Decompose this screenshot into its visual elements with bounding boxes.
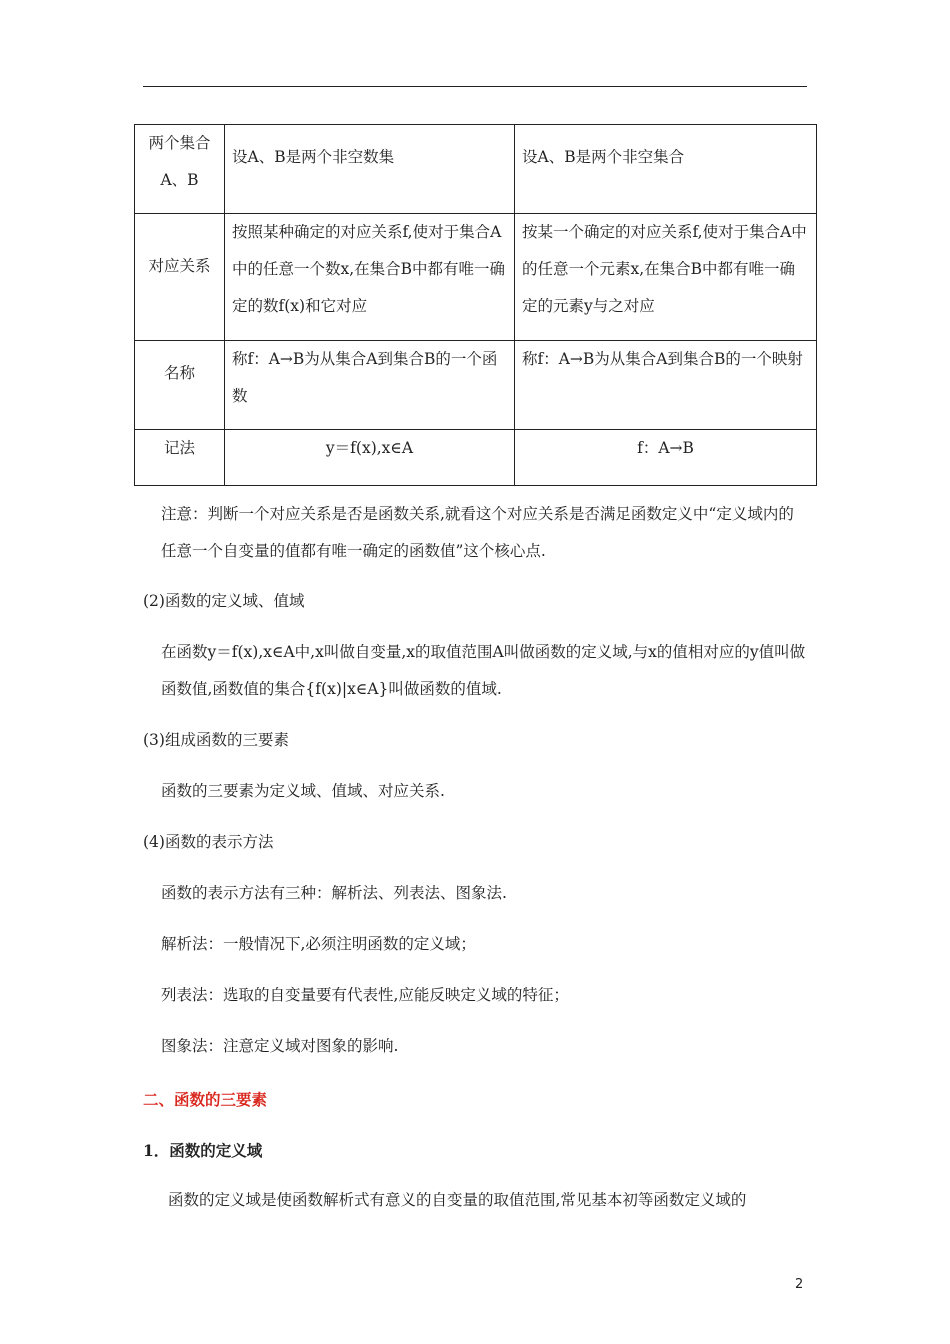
table-row <box>135 341 817 430</box>
table-cell: 设A、B是两个非空数集 <box>225 125 515 214</box>
subsection-heading: 1．函数的定义域 <box>143 1141 263 1160</box>
page-number: 2 <box>795 1277 804 1292</box>
row-label: 对应关系 <box>135 214 225 341</box>
table-cell: 按某一个确定的对应关系f,使对于集合A中的任意一个元素x,在集合B中都有唯一确定的元素y与之对应 <box>515 214 817 341</box>
table-cell: 称f：A→B为从集合A到集合B的一个函数 <box>225 341 515 430</box>
paragraph-graph: 图象法：注意定义域对图象的影响. <box>161 1037 399 1055</box>
row-label: 名称 <box>135 341 225 430</box>
subheading-3: (3)组成函数的三要素 <box>143 731 289 749</box>
subheading-2: (2)函数的定义域、值域 <box>143 592 305 610</box>
table-row <box>135 430 817 486</box>
table-cell: y＝f(x),x∈A <box>225 430 515 486</box>
note-paragraph: 注意：判断一个对应关系是否是函数关系,就看这个对应关系是否满足函数定义中“定义域内的任意一个自变量的值都有唯一确定的函数值”这个核心点. <box>161 505 794 560</box>
row-label: 记法 <box>135 430 225 486</box>
paragraph-list: 列表法：选取的自变量要有代表性,应能反映定义域的特征； <box>161 986 569 1004</box>
table-cell: f：A→B <box>515 430 817 486</box>
paragraph-domain: 在函数y＝f(x),x∈A中,x叫做自变量,x的取值范围A叫做函数的定义域,与x的值相对应的y值叫做函数值,函数值的集合{f(x)|x∈A}叫做函数的值域. <box>161 643 806 698</box>
paragraph-elements: 函数的三要素为定义域、值域、对应关系. <box>161 782 445 800</box>
comparison-table <box>134 124 817 486</box>
section-heading: 二、函数的三要素 <box>143 1090 268 1109</box>
table-cell: 按照某种确定的对应关系f,使对于集合A中的任意一个数x,在集合B中都有唯一确定的数f(x)和它对应 <box>225 214 515 341</box>
table-cell: 设A、B是两个非空集合 <box>515 125 817 214</box>
table-row <box>135 125 817 214</box>
subheading-4: (4)函数的表示方法 <box>143 833 274 851</box>
table-cell: 称f：A→B为从集合A到集合B的一个映射 <box>515 341 817 430</box>
header-rule <box>143 86 807 87</box>
paragraph-analytic: 解析法：一般情况下,必须注明函数的定义域； <box>161 935 476 953</box>
paragraph-domain-def: 函数的定义域是使函数解析式有意义的自变量的取值范围,常见基本初等函数定义域的 <box>168 1191 747 1209</box>
paragraph-methods: 函数的表示方法有三种：解析法、列表法、图象法. <box>161 884 507 902</box>
row-label: 两个集合A、B <box>135 125 225 214</box>
table-row <box>135 214 817 341</box>
